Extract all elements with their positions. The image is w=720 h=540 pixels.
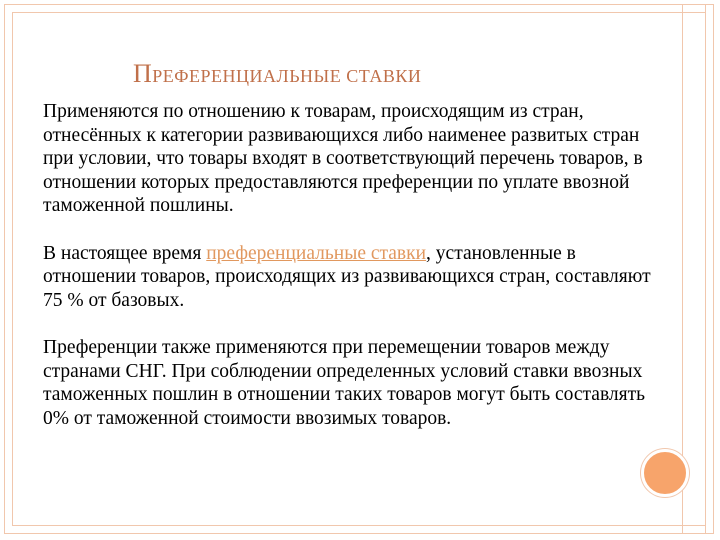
title-rest: РЕФЕРЕНЦИАЛЬНЫЕ СТАВКИ <box>152 66 422 86</box>
paragraph-2-start: В настоящее время <box>43 242 207 264</box>
preferential-rates-link[interactable]: преференциальные ставки <box>206 242 427 264</box>
decorative-circle <box>641 449 689 497</box>
slide-title <box>133 59 421 89</box>
decorative-right-bar <box>682 4 706 534</box>
paragraph-3: Преференции также применяются при перемещении товаров между странами СНГ. При соблюдении определенных условий ставки ввозных таможенных пошлин в отношении таких товаров могут быть составлять 0% от таможенной стоимости ввозимых товаров. <box>43 337 646 429</box>
paragraph-1: Применяются по отношению к товарам, происходящим из стран, отнесённых к категории развивающихся либо наименее развитых стран при условии, что товары входят в соответствующий перечень товаров, в отношении которых предоставляются преференции по уплате ввозной таможенной пошлины. <box>43 101 643 216</box>
title-first-letter: П <box>133 59 153 88</box>
paragraph-2-end: , установленные в отношении товаров, происходящих из развивающихся стран, составляют 75 % от базовых. <box>43 242 651 311</box>
slide-body <box>43 100 663 454</box>
paragraph-2 <box>43 242 663 313</box>
